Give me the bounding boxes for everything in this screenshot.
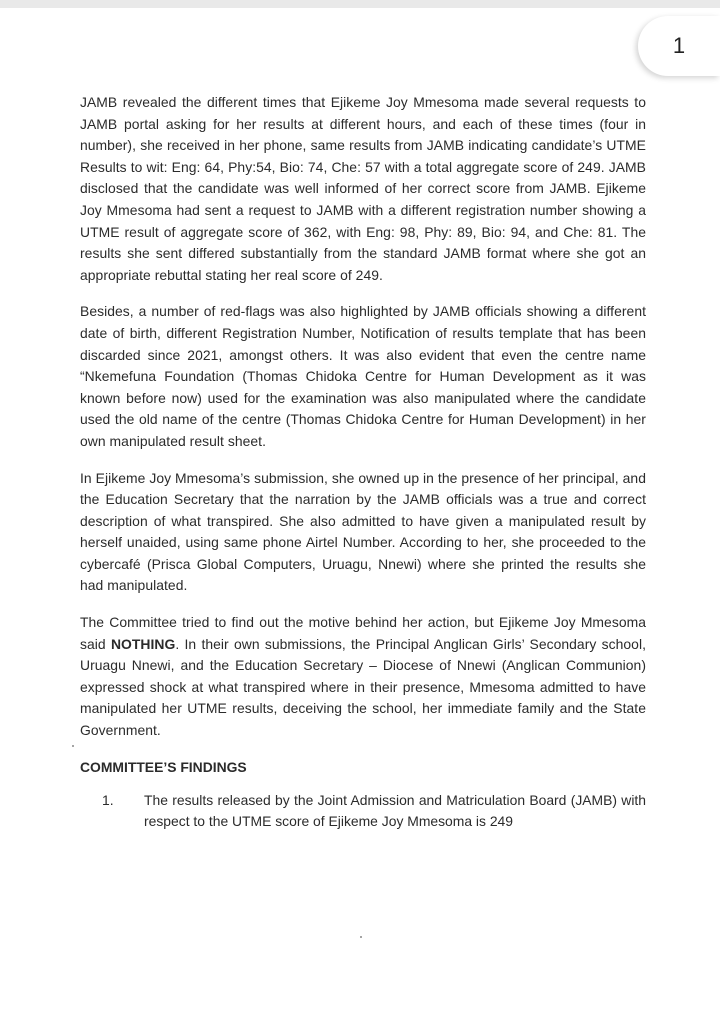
paragraph-jamb-results: JAMB revealed the different times that Ejikeme Joy Mmesoma made several requests to JAMB portal asking for her results at different hours, and each of these times (four in number), she received in her phone, same results from JAMB indicating candidate’s UTME Results to wit: Eng: 64, Phy:54, Bio: 74, Che: 57 with a total aggregate score of 249. JAMB disclosed that the candidate was well informed of her correct score from JAMB. Ejikeme Joy Mmesoma had sent a request to JAMB with a different registration number showing a UTME result of aggregate score of 362, with Eng: 98, Phy: 89, Bio: 94, and Che: 81. The results she sent differed substantially from the standard JAMB format where she got an appropriate rebuttal stating her real score of 249. — [80, 94, 646, 283]
finding-number: 1. — [102, 791, 114, 808]
paragraph-motive — [80, 612, 646, 742]
paragraph-motive-after: . In their own submissions, the Principal Anglican Girls’ Secondary school, Uruagu Nnewi, and the Education Secretary – Diocese of Nnewi (Anglican Communion) expressed shock at what transpired where in their presence, Mmesoma admitted to have manipulated her UTME results, deceiving the school, her immediate family and the State Government. — [80, 635, 646, 739]
paragraph-motive-emphasis: NOTHING — [110, 635, 176, 652]
finding-text: The results released by the Joint Admission and Matriculation Board (JAMB) with respect to the UTME score of Ejikeme Joy Mmesoma is 249 — [144, 791, 646, 830]
document-body — [80, 92, 646, 833]
scan-speck — [72, 745, 74, 747]
top-strip — [0, 0, 720, 8]
page-number-badge — [638, 16, 720, 76]
paragraph-red-flags: Besides, a number of red-flags was also highlighted by JAMB officials showing a different date of birth, different Registration Number, Notification of results template that has been discarded since 2021, amongst others. It was also evident that even the centre name “Nkemefuna Foundation (Thomas Chidoka Centre for Human Development as it was known before now) used for the examination was also manipulated where the candidate used the old name of the centre (Thomas Chidoka Centre for Human Development) in her own manipulated result sheet. — [80, 303, 646, 449]
finding-item — [80, 790, 646, 833]
findings-heading: COMMITTEE’S FINDINGS — [80, 758, 247, 775]
scan-speck — [360, 936, 362, 938]
page-number: 1 — [672, 33, 686, 58]
paragraph-motive-before: The Committee tried to find out the motive behind her action, but Ejikeme Joy Mmesoma said — [80, 614, 646, 652]
paragraph-submission: In Ejikeme Joy Mmesoma’s submission, she owned up in the presence of her principal, and the Education Secretary that the narration by the JAMB officials was a true and correct description of what transpired. She also admitted to have given a manipulated result by herself unaided, using same phone Airtel Number. According to her, she proceeded to the cybercafé (Prisca Global Computers, Uruagu, Nnewi) where she printed the results she had manipulated. — [80, 469, 646, 594]
